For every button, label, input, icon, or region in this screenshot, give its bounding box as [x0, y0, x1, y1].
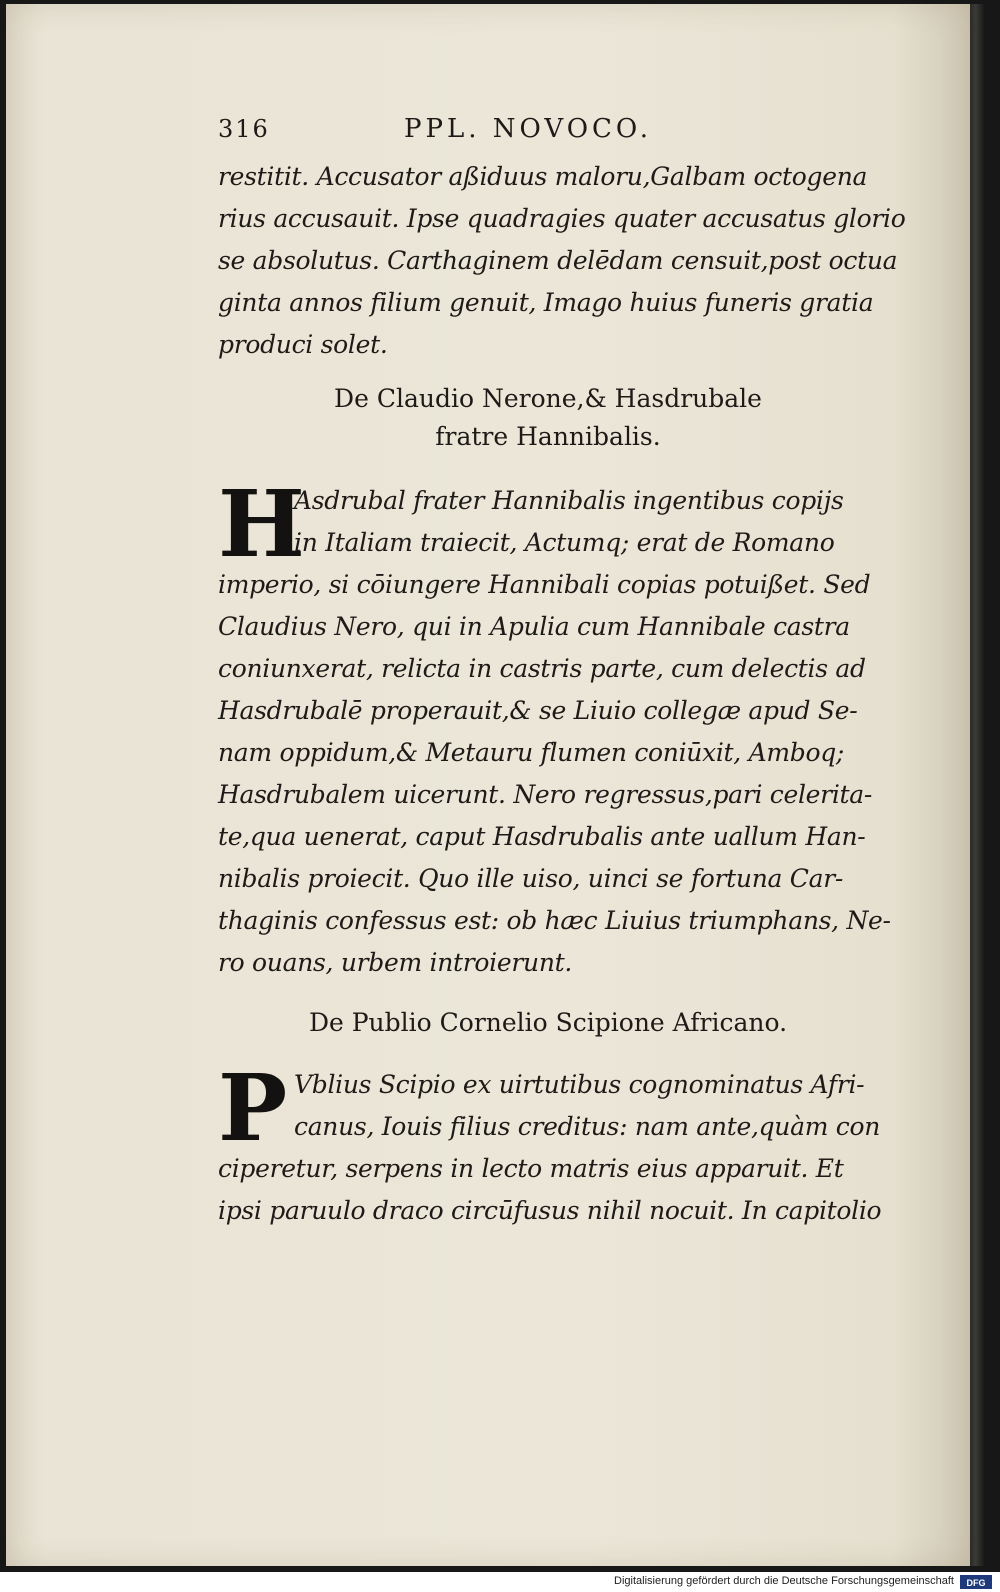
- paragraph: [218, 470, 891, 984]
- text-line: coniunxerat, relicta in castris parte, cum delectis ad: [218, 654, 866, 683]
- page-edge: [970, 4, 984, 1566]
- page-number: 316: [218, 115, 270, 143]
- section-heading: [218, 1004, 878, 1042]
- text-line: Hasdrubalē properauit,& se Liuio collegæ apud Se-: [218, 696, 858, 725]
- dfg-logo: DFG: [960, 1575, 992, 1589]
- text-block: [218, 108, 906, 1232]
- text-line: Hasdrubalem uicerunt. Nero regressus,pari celerita-: [218, 780, 873, 809]
- text-line: in Italiam traiecit, Actumq; erat de Romano: [294, 528, 835, 557]
- section-heading: [218, 380, 878, 456]
- text-line: rius accusauit. Ipse quadragies quater accusatus glorio: [218, 204, 906, 233]
- running-head: [218, 108, 878, 156]
- text-line: ipsi paruulo draco circūfusus nihil nocuit. In capitolio: [218, 1196, 882, 1225]
- text-line: ro ouans, urbem introierunt.: [218, 948, 573, 977]
- running-title: PPL. NOVOCO.: [404, 114, 652, 144]
- heading-line: De Publio Cornelio Scipione Africano.: [308, 1008, 788, 1037]
- text-line: canus, Iouis filius creditus: nam ante,quàm con: [294, 1112, 881, 1141]
- text-line: ciperetur, serpens in lecto matris eius apparuit. Et: [218, 1154, 844, 1183]
- drop-cap: H: [218, 470, 305, 578]
- drop-cap: P: [218, 1054, 288, 1162]
- text-line: imperio, si cōiungere Hannibali copias potuißet. Sed: [218, 570, 871, 599]
- text-line: produci solet.: [218, 330, 388, 359]
- text-line: nam oppidum,& Metauru flumen coniūxit, Amboq;: [218, 738, 845, 767]
- text-line: te,qua uenerat, caput Hasdrubalis ante uallum Han-: [218, 822, 866, 851]
- text-line: thaginis confessus est: ob hæc Liuius triumphans, Ne-: [218, 906, 891, 935]
- funding-credit: Digitalisierung gefördert durch die Deutsche Forschungsgemeinschaft: [614, 1575, 954, 1587]
- section-tail: [218, 156, 906, 366]
- text-line: Asdrubal frater Hannibalis ingentibus copijs: [294, 486, 844, 515]
- text-line: ginta annos filium genuit, Imago huius funeris gratia: [218, 288, 874, 317]
- text-line: se absolutus. Carthaginem delēdam censuit,post octua: [218, 246, 898, 275]
- text-line: restitit. Accusator aßiduus maloru,Galbam octogena: [218, 162, 868, 191]
- paragraph: [218, 1054, 882, 1232]
- footer-bar: [0, 1572, 1000, 1592]
- text-line: Claudius Nero, qui in Apulia cum Hannibale castra: [218, 612, 850, 641]
- text-line: Vblius Scipio ex uirtutibus cognominatus Afri-: [294, 1070, 865, 1099]
- heading-line: fratre Hannibalis.: [435, 422, 661, 451]
- heading-line: De Claudio Nerone,& Hasdrubale: [334, 384, 762, 413]
- text-line: nibalis proiecit. Quo ille uiso, uinci se fortuna Car-: [218, 864, 843, 893]
